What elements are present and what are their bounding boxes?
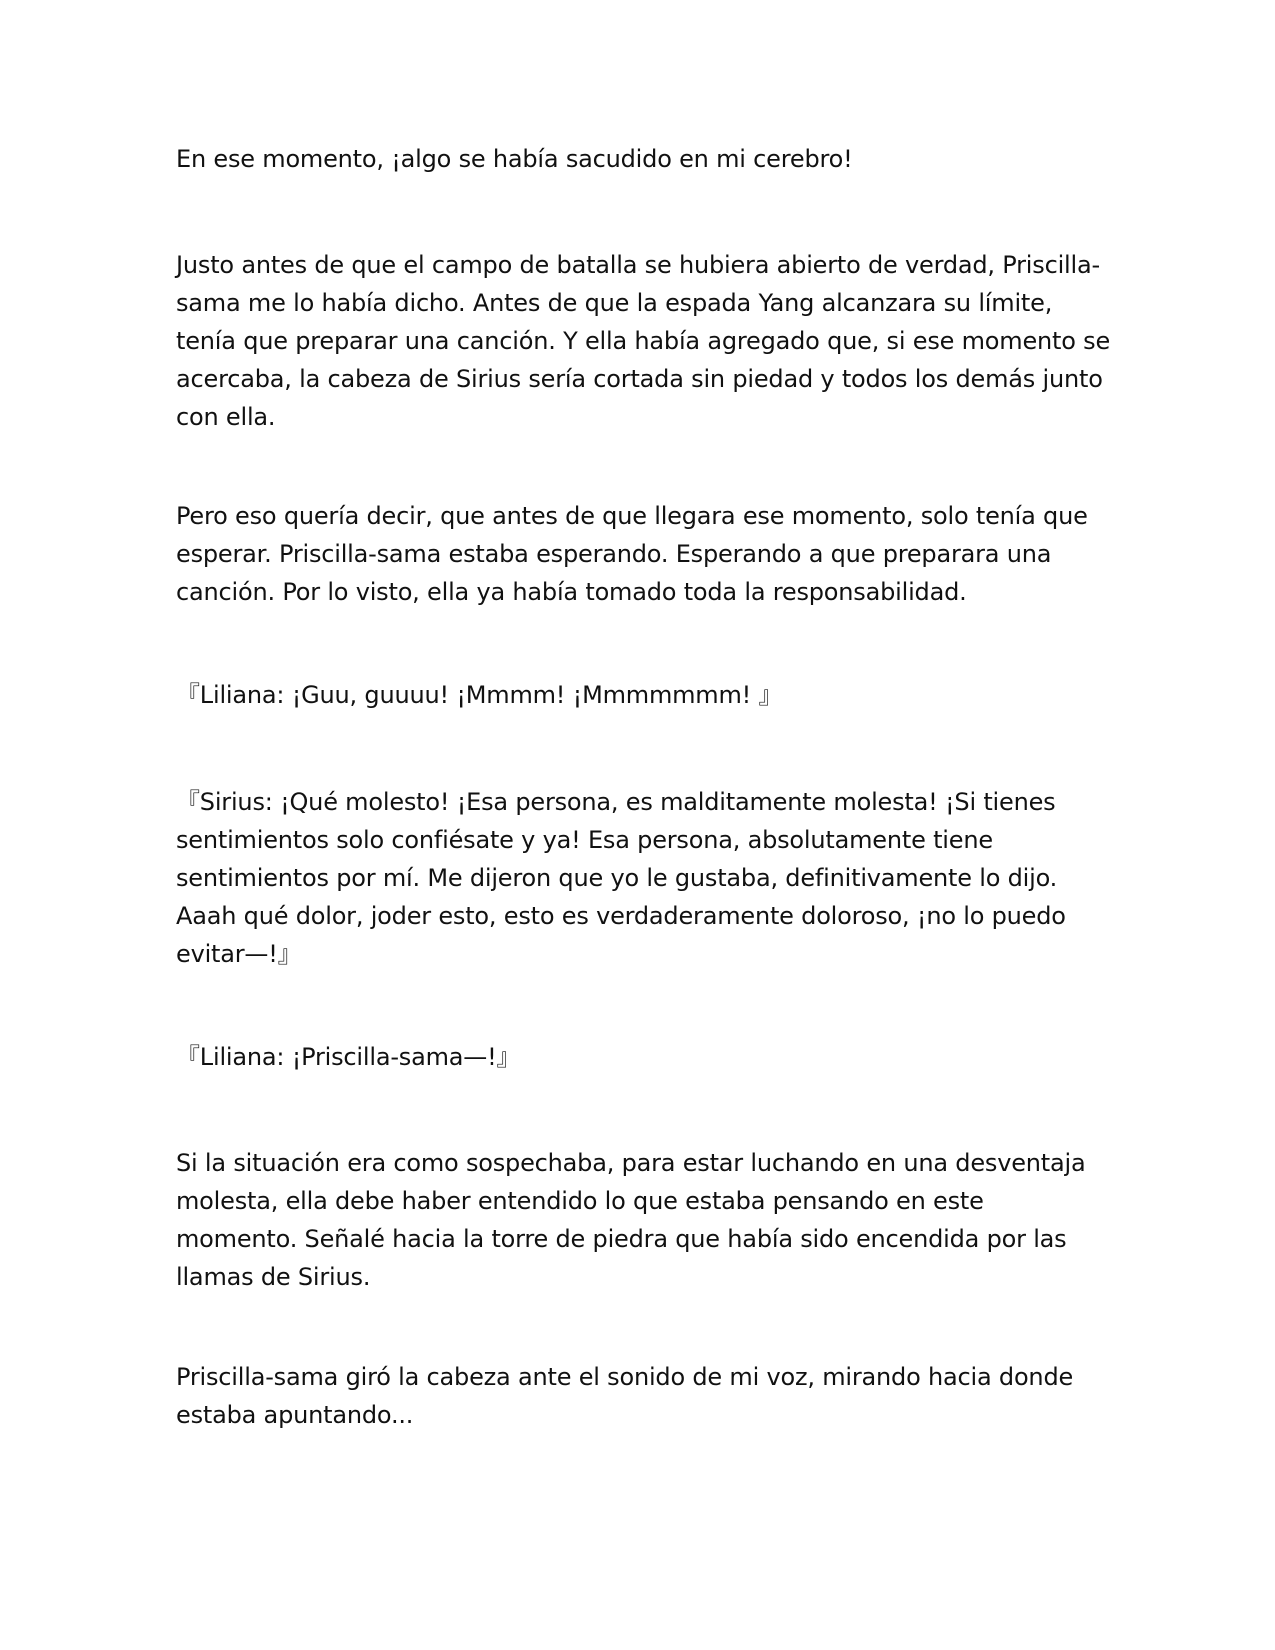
paragraph-3: Pero eso quería decir, que antes de que llegara ese momento, solo tenía que esperar. Priscilla-sama estaba esperando. Esperando a que preparara una canción. Por lo visto, ella ya había tomado toda la responsabilidad. <box>176 502 1088 606</box>
paragraph-8: Priscilla-sama giró la cabeza ante el sonido de mi voz, mirando hacia donde estaba apuntando... <box>176 1363 1074 1429</box>
dialogue-liliana-1: 『Liliana: ¡Guu, guuuu! ¡Mmmm! ¡Mmmmmmm! 』 <box>176 681 783 709</box>
paragraph-1: En ese momento, ¡algo se había sacudido en mi cerebro! <box>176 145 853 173</box>
paragraph-2: Justo antes de que el campo de batalla se hubiera abierto de verdad, Priscilla-sama me lo había dicho. Antes de que la espada Yang alcanzara su límite, tenía que preparar una canción. Y ella había agregado que, si ese momento se acercaba, la cabeza de Sirius sería cortada sin piedad y todos los demás junto con ella. <box>176 251 1111 431</box>
dialogue-liliana-2: 『Liliana: ¡Priscilla-sama—!』 <box>176 1043 521 1071</box>
dialogue-sirius: 『Sirius: ¡Qué molesto! ¡Esa persona, es malditamente molesta! ¡Si tienes sentimientos solo confiésate y ya! Esa persona, absolutamente tiene sentimientos por mí. Me dijeron que yo le gustaba, definitivamente lo dijo. Aaah qué dolor, joder esto, esto es verdaderamente doloroso, ¡no lo puedo evitar—!』 <box>176 788 1066 968</box>
paragraph-7: Si la situación era como sospechaba, para estar luchando en una desventaja molesta, ella debe haber entendido lo que estaba pensando en este momento. Señalé hacia la torre de piedra que había sido encendida por las llamas de Sirius. <box>176 1149 1086 1291</box>
